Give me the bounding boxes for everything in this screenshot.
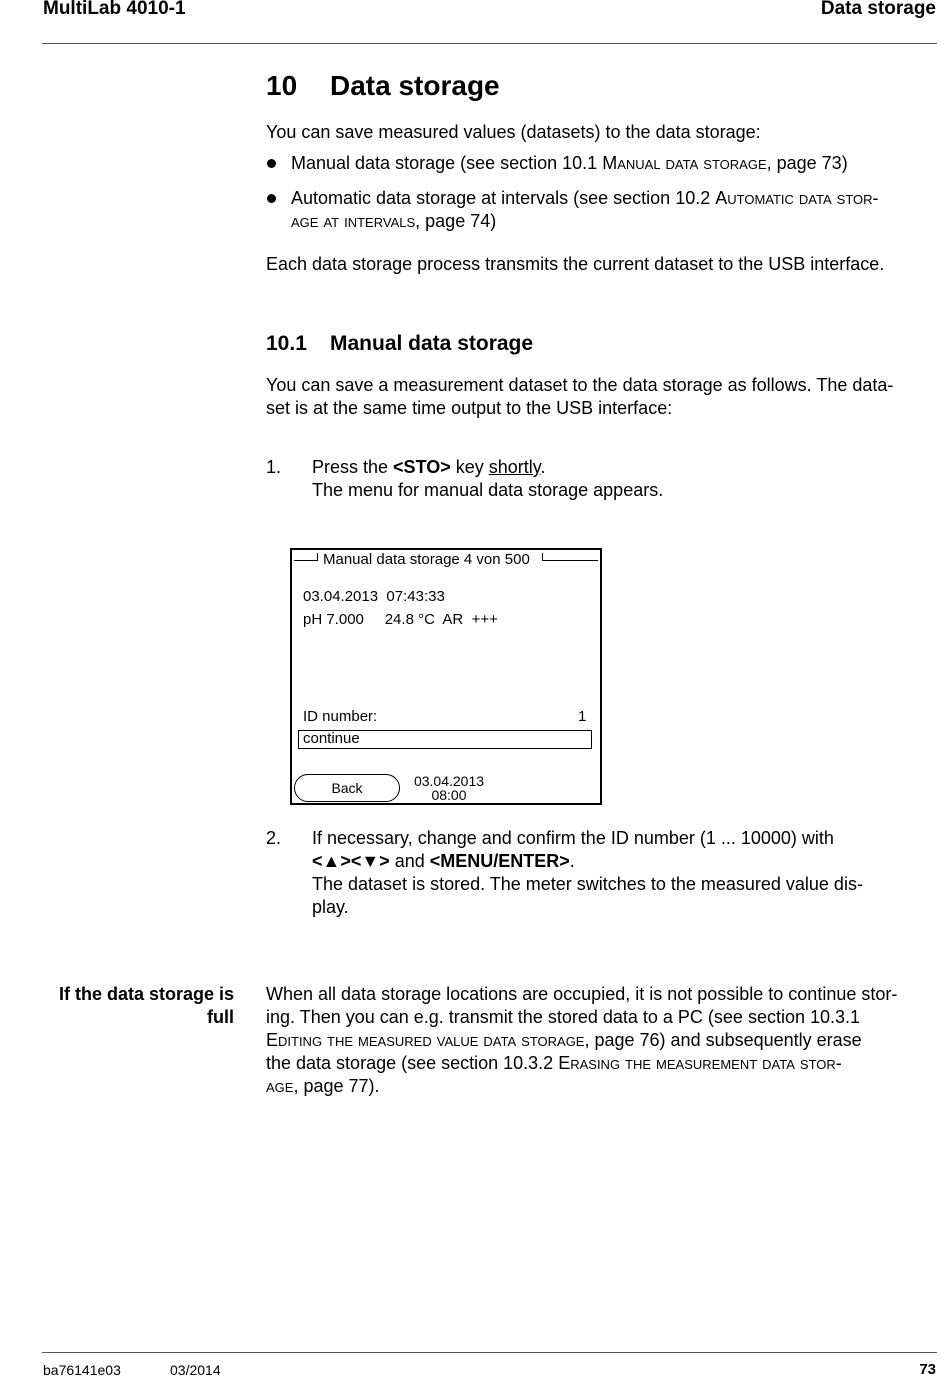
section-number: 10.1 [266,332,307,355]
display-continue-label: continue [303,730,360,747]
usb-note: Each data storage process transmits the current dataset to the USB interface. [266,254,885,274]
step-1-number: 1. [266,457,282,477]
chapter-intro: You can save measured values (datasets) to the data storage: [266,122,761,142]
chapter-title: Data storage [330,70,500,101]
back-button[interactable]: Back [294,774,400,802]
footer-date: 03/2014 [170,1362,221,1378]
chapter-number: 10 [266,70,298,101]
footer-doc-id: ba76141e03 [43,1362,121,1378]
step-2-number: 2. [266,828,282,848]
bullet-item-manual: Manual data storage (see section 10.1 Manual data storage, page 73) [291,153,848,173]
display-id-label: ID number: [303,708,378,725]
page-number: 73 [919,1361,936,1378]
footer-rule [42,1352,937,1353]
header-rule [42,43,937,44]
display-footer-time: 08:00 [431,787,467,803]
display-reading: pH 7.000 24.8 °C AR +++ [303,611,498,628]
header-chapter-name: Data storage [820,0,936,19]
display-footer-date: 03.04.2013 [413,773,485,789]
section-title: Manual data storage [330,332,534,355]
header-product-name: MultiLab 4010-1 [43,0,186,19]
display-id-value: 1 [578,708,587,725]
margin-label-storage-full: If the data storage is full [58,984,234,1027]
bullet-dot [267,194,276,203]
storage-full-paragraph: When all data storage locations are occupied, it is not possible to continue stor- ing. Then you can e.g. transmit the stored data to a PC (see section 10.3.1 Editing the measured value data storage, page 76) and subsequently erase the data storage (see section 10.3.2 Erasing the measurement data stor- age, page 77). [266,984,898,1096]
display-title: Manual data storage 4 von 500 [323,551,530,568]
step-2-text: If necessary, change and confirm the ID number (1 ... 10000) with <▲><▼> and <MENU/ENTER>. The dataset is stored. The meter switches to the measured value dis- play. [312,828,863,917]
step-1-text: Press the <STO> key shortly. The menu for manual data storage appears. [312,457,664,500]
display-datetime: 03.04.2013 07:43:33 [303,588,445,605]
device-display [290,548,602,805]
section-intro: You can save a measurement dataset to the data storage as follows. The data- set is at the same time output to the USB interface: [266,375,894,418]
display-continue-field[interactable] [298,730,592,749]
bullet-dot [267,159,276,168]
bullet-item-automatic: Automatic data storage at intervals (see section 10.2 Automatic data stor- age at intervals, page 74) [291,188,879,231]
